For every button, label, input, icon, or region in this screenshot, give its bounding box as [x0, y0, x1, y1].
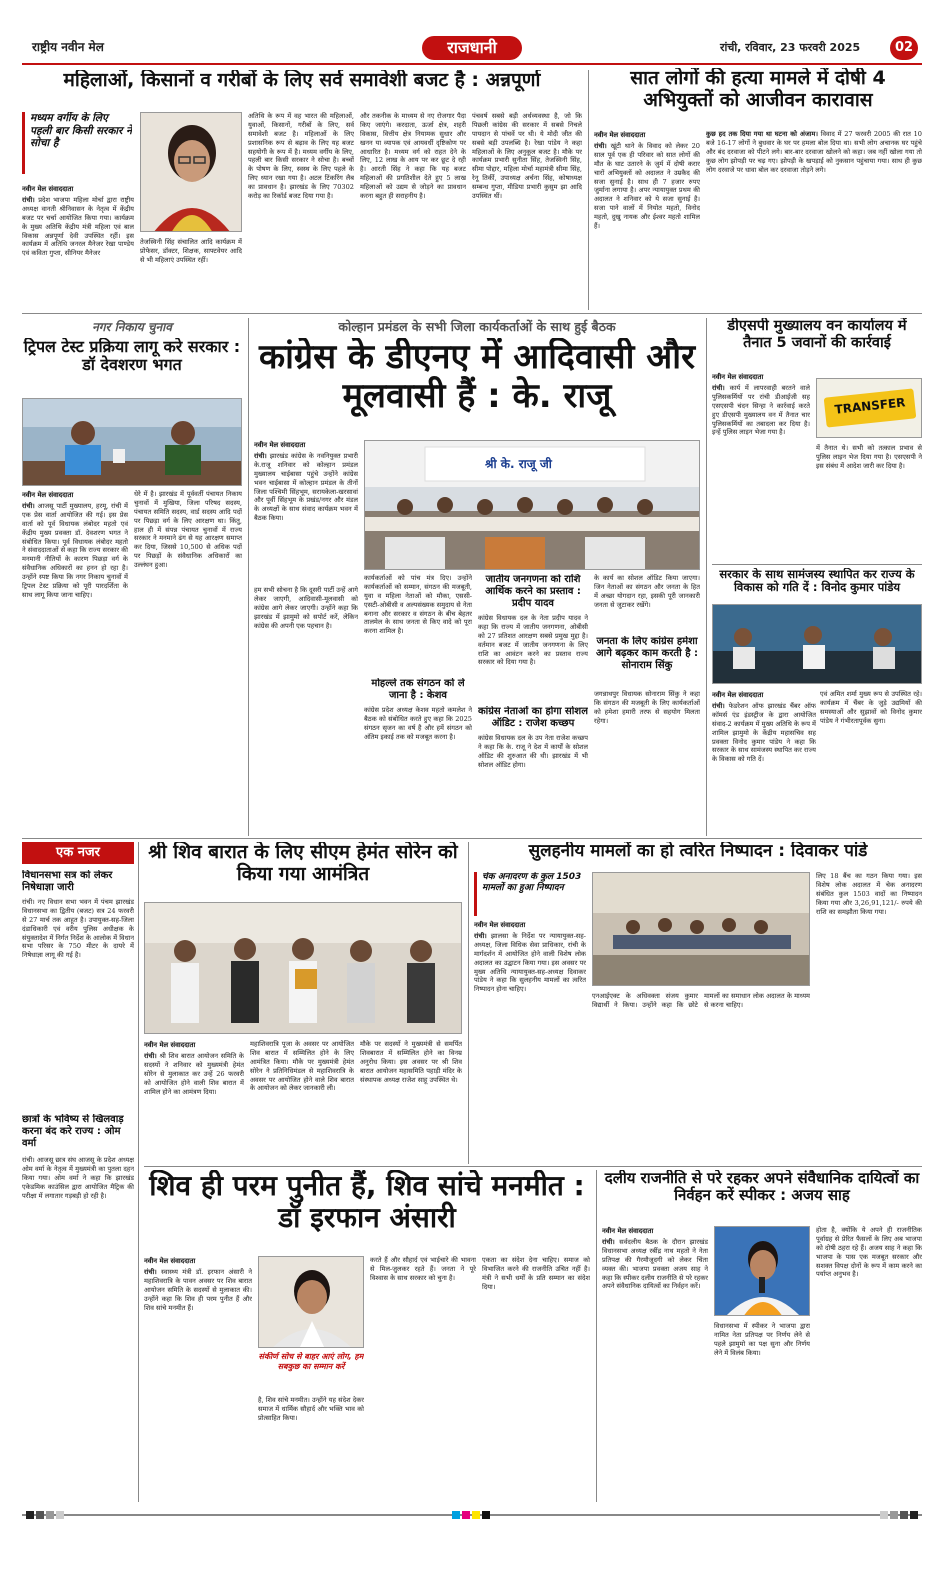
congress-kicker: कोल्हान प्रमंडल के सभी जिला कार्यकर्ताओं के साथ हुई बैठक	[338, 319, 616, 334]
sahu-headline: दलीय राजनीति से परे रहकर अपने संवैधानिक दायित्वों का निर्वहन करें स्पीकर : अजय साह	[604, 1170, 920, 1205]
pandey-photo	[712, 604, 922, 684]
shiv-byline: नवीन मेल संवाददाता	[144, 1041, 196, 1049]
budget-body-col3: और तकनीक के माध्यम से नए रोजगार पैदा किए जाएंगे। करदाता, ऊर्जा क्षेत्र, शहरी विकास, वित्तीय क्षेत्र नियामक सुधार और खनन या व्यापक एवं आयवर्धी दृष्टिकोण पर आधारित है। मध्यम वर्ग को राहत देने के लिए, 12 लाख के आय पर कर छूट दे रही है। आरती सिंह ने कहा कि यह बजट महिलाओं की प्रगतिशील देते हुए 5 लाख महिलाओं को उद्यम से जोड़ने का प्रावधान करना बहुत ही सराहनीय है।	[360, 112, 466, 201]
congress-body-col4: कांग्रेस विधायक दल के नेता प्रदीप यादव ने कहा कि राज्य में जातीय जनगणना, ओबीसी को 27 प्रतिशत आरक्षण सबसे प्रमुख मुद्दा है। वर्तमान बजट में जातीय जनगणना के लिए राशि का आवंटन करने का प्रस्ताव राज्य सरकार को दिया गया है।	[478, 614, 588, 667]
col-divider-2	[248, 318, 249, 836]
annapurna-photo	[140, 112, 242, 232]
congress-byline: नवीन मेल संवाददाता	[254, 441, 306, 449]
budget-body-col1: रांची। प्रदेश भाजपा महिला मोर्चा द्वारा राष्ट्रीय अध्यक्ष वानती श्रीनिवासन के नेतृत्व में केंद्रीय बजट पर चर्चा आयोजित किया गया। कार्यक्रम के मुख्य अतिथि केंद्रीय मंत्री महिला एवं बाल विकास अन्नपूर्णा देवी उपस्थित रहीं। इस कार्यक्रम में अतिथि जनरल मैनेजर रेखा पाण्डेय एवं कविता गुप्ता, सीनियर मैनेजर	[22, 196, 134, 258]
transfer-headline: डीएसपी मुख्यालय वन कार्यालय में तैनात 5 जवानों की कार्रवाई	[727, 318, 907, 351]
panchayat-photo	[22, 398, 242, 486]
shiv-body-col2: महाशिवरात्रि पूजा के अवसर पर आयोजित शिव बारात में सम्मिलित होने के लिए आमंत्रित किया। मौके पर मुख्यमंत्री हेमंत सोरेन ने प्रतिनिधिमंडल से महाशिवरात्रि के अवसर पर आयोजित होने वाले शिव बारात के आयोजन को लेकर जानकारी ली।	[250, 1040, 354, 1093]
congress-body-col1: रांची। झारखंड कांग्रेस के नवनियुक्त प्रभारी के.राजू शनिवार को कोल्हान प्रमंडल मुख्यालय चाईबासा पहुंचे उन्होंने कांग्रेस भवन चाईबासा में कोल्हान प्रमंडल के तीनों जिला पश्चिमी सिंहभूम, सरायकेला-खरसावां और पूर्वी सिंहभूम के प्रखंड/नगर और मंडल के अध्यक्षों के साथ संवाद कार्यक्रम भवन में बैठक किया।	[254, 452, 358, 523]
court-body-col1: रांची। झालसा के निर्देश पर न्यायायुक्त-सह-अध्यक्ष, जिला विधिक सेवा प्राधिकार, रांची के मार्गदर्शन में आयोजित होने वाली विशेष लोक अदालत का उद्घाटन किया गया। इस अवसर पर मुख्य अतिथि न्यायायुक्त-सह-अध्यक्ष दिवाकर पांडेय ने कहा कि सुलहनीय मामलों का त्वरित निष्पादन होना चाहिए।	[474, 932, 586, 994]
congress-sub-pradeep: जातीय जनगणना को राशि आर्थिक करने का प्रस्ताव : प्रदीप यादव	[485, 574, 581, 609]
transfer-byline: नवीन मेल संवाददाता	[712, 373, 764, 381]
row-rule-1	[22, 313, 922, 314]
congress-body-col3: कार्यकर्ताओं को पांच मंत्र दिए। उन्होंने कार्यकर्ताओं को सम्मान, संगठन की मजबूती, युवा व महिला नेताओं को मौका, एससी-एसटी-ओबीसी व अल्पसंख्यक समुदाय से नेता बनाना और सरकार व संगठन के बीच बेहतर तालमेल के साथ जनता से किए वादे को पूरा करना शामिल है।	[364, 574, 472, 636]
ek-nazar-h1: विधानसभा सत्र को लेकर निषेधाज्ञा जारी	[22, 870, 113, 893]
col-divider	[588, 70, 589, 310]
pandey-body-col2: एवं अमित शर्मा मुख्य रूप से उपस्थित रहे। कार्यक्रम में चैंबर के जुड़े उद्यमियों की समस्याओं और सुझावों को विनोद कुमार पांडेय ने गंभीरतापूर्वक सुना।	[820, 690, 922, 725]
panchayat-byline: नवीन मेल संवाददाता	[22, 491, 74, 499]
congress-body-col5: के कार्य का सोशल ऑडिट किया जाएगा। जिन नेताओं का संगठन और जनता के हित में अच्छा योगदान रहा, इसकी पूरी जानकारी जनता से जुटाकर रखेंगे।	[594, 574, 700, 609]
sahu-body-col1: रांची। सर्वदलीय बैठक के दौरान झारखंड विधानसभा अध्यक्ष रबींद्र नाथ महतो ने नेता प्रतिपक्ष की गैरमौजूदगी को लेकर चिंता व्यक्त की। भाजपा प्रवक्ता अजय साह ने कहा कि स्पीकर दलीय राजनीति से परे रहकर अपने संवैधानिक दायित्वों का निर्वहन करें।	[602, 1238, 708, 1291]
footer-registration-bar	[22, 1508, 922, 1522]
ek-nazar-t2: रांची। आजसू छात्र संघ आजसू के प्रदेश अध्यक्ष ओम वर्मा के नेतृत्व में मुख्यमंत्री का पुतला दहन किया गया। ओम वर्मा ने कहा कि झारखंड एकेडमिक काउंसिल द्वारा आयोजित मैट्रिक की परीक्षा में लगातार गड़बड़ी हो रही है।	[22, 1156, 134, 1200]
section-pill: राजधानी	[422, 36, 522, 60]
ansari-body-col3: करते हैं और सौहार्द एवं भाईचारे की भावना से मिल-जुलकर रहते हैं। जनता ने पूरे विश्वास के साथ सरकार को चुना है।	[370, 1256, 476, 1282]
col-divider-5	[468, 842, 469, 1164]
budget-quote: मध्यम वर्गीय के लिए पहली बार किसी सरकार ने सोचा है	[22, 112, 132, 174]
sahu-body-col2: विधानसभा में स्पीकर ने भाजपा द्वारा नामित नेता प्रतिपक्ष पर निर्णय लेने से पहले झामुमो का पक्ष सुना और निर्णय लेने में विलंब किया।	[714, 1322, 810, 1357]
congress-sub-keshav: मोहल्ले तक संगठन को ले जाना है : केशव	[371, 678, 465, 701]
court-byline: नवीन मेल संवाददाता	[474, 921, 526, 929]
transfer-badge-text: TRANSFER	[833, 395, 907, 417]
court-photo	[592, 872, 810, 986]
budget-caption: तेजस्विनी सिंह संचालित आदि कार्यक्रम में प्रोफेसर, डॉक्टर, शिक्षक, साफ्टवेयर आदि से भी महिलाएं उपस्थित रहीं।	[140, 238, 242, 264]
header-rule	[22, 63, 922, 65]
shiv-photo	[144, 902, 462, 1034]
ek-nazar-tag: एक नजर	[22, 842, 134, 864]
budget-body-col2: अतिथि के रूप में वह भारत की महिलाओं, युवाओं, किसानों, गरीबों के लिए, सर्व समावेशी बजट है। महिलाओं के लिए प्रशासनिक रूप से बढ़ाव के लिए यह बजट सहयोगी के रूप में है। मध्यम वर्गीय के लिए, पहली बार किसी सरकार ने सोचा है। बच्चों के पोषण के लिए, स्वस्थ के लिए पहले के लिए ध्यान रखा गया है। अटल टिंकरिंग लैब का प्रावधान है। झारखंड के लिए 70302 करोड़ का रिकॉर्ड बजट दिया गया है।	[248, 112, 354, 201]
ansari-body-col2: है, शिव सांचे मनमीत। उन्होंने यह संदेश देकर समाज में धार्मिक सौहार्द और भक्ति भाव को प्रोत्साहित किया।	[258, 1396, 364, 1422]
court-headline: सुलहनीय मामलों का हो त्वरित निष्पादन : दिवाकर पांडे	[528, 842, 868, 861]
pandey-headline: सरकार के साथ सामंजस्य स्थापित कर राज्य के विकास को गति दें : विनोद कुमार पांडेय	[719, 568, 915, 595]
date-line: रांची, रविवार, 23 फरवरी 2025	[720, 41, 861, 54]
congress-body-col2: हम सभी सोचना है कि दूसरी पार्टी उन्हें आगे लेकर जाएगी, आदिवासी-मूलवासी को कांग्रेस आगे लेकर जाएगी। उन्होंने कहा कि झारखंड में झामुमो को सपोर्ट करें, लेकिन कांग्रेस की अपनी एक पहचान है।	[254, 586, 358, 630]
murder-byline: नवीन मेल संवाददाता	[594, 131, 646, 139]
shiv-body-col1: रांची। श्री शिव बारात आयोजन समिति के सदस्यों ने शनिवार को मुख्यमंत्री हेमंत सोरेन से मुलाकात कर उन्हें 26 फरवरी को आयोजित होने वाली शिव बारात में शामिल होने का आमंत्रण दिया।	[144, 1052, 244, 1096]
transfer-rule	[712, 564, 922, 565]
col-divider-4	[138, 842, 139, 1502]
panchayat-body-col2: धेरे में है। झारखंड में पूर्ववर्ती पंचायत निकाय चुनावों में मुखिया, जिला परिषद सदस्य, पंचायत समिति सदस्य, वार्ड सदस्य आदि पदों पर पिछड़ा वर्ग के लिए आरक्षण था। किंतु, हाल ही में संपन्न पंचायत चुनावों में राज्य सरकार ने मनमाने ढंग से यह आरक्षण समाप्त कर दिया, जिससे 10,500 से अधिक पदों पर पिछड़ों के संवैधानिक अधिकारों का उल्लंघन हुआ।	[134, 490, 242, 570]
panchayat-body-col1: रांची। आजसू पार्टी मुख्यालय, हरमू, रांची में एक प्रेस वार्ता आयोजित की गई। इस प्रेस वार्ता को पूर्व विधायक लंबोदर महतो एवं केंद्रीय मुख्य प्रवक्ता डॉ. देवशरण भगत ने संबोधित किया। पूर्व विधायक लंबोदर महतो ने संवाददाताओं से कहा कि राज्य सरकार की मनमानी नीतियों के कारण पिछड़ा वर्ग के संवैधानिक अधिकारों का हनन हो रहा है। उन्होंने स्पष्ट किया कि नगर निकाय चुनावों में ट्रिपल टेस्ट प्रक्रिया को पूरी पारदर्शिता के साथ लागू किया जाना चाहिए।	[22, 502, 128, 599]
ansari-body-col1: रांची। स्वास्थ्य मंत्री डॉ. इरफान अंसारी ने महाशिवरात्रि के पावन अवसर पर शिव बारात आयोजन समिति के सदस्यों से मुलाकात की। उन्होंने कहा कि शिव ही परम पुनीत हैं और शिव सांचे मनमीत हैं।	[144, 1268, 252, 1312]
budget-headline: महिलाओं, किसानों व गरीबों के लिए सर्व समावेशी बजट है : अन्नपूर्णा	[63, 70, 541, 91]
budget-body-col4: पंचवर्ष सबसे बड़ी अर्थव्यवस्था है, जो कि पिछली कांग्रेस की सरकार में सबसे निचले पायदान से पांचवें पर थी। ये मोदी जीत की सबसे बड़ी उपलब्धि है। रेखा पांडेय ने कहा महिलाओं के लिए अनुकूल बजट है। मौके पर कार्यक्रम प्रभारी सुनीता सिंह, तेजस्विनी सिंह, सीमा पोद्दार, महिला मोर्चा महामंत्री सीमा सिंह, रेनू तिर्की, उपाध्यक्ष अर्चना सिंह, कोषाध्यक्ष सम्बन्ध गुप्ता, मीडिया प्रभारी कुसुम झा आदि उपस्थित थीं।	[472, 112, 582, 201]
transfer-badge-image	[816, 378, 922, 438]
pandey-byline: नवीन मेल संवाददाता	[712, 691, 764, 699]
page-header	[22, 34, 922, 62]
page-number: 02	[890, 36, 918, 60]
murder-headline: सात लोगों की हत्या मामले में दोषी 4 अभियुक्तों को आजीवन कारावास	[630, 68, 886, 111]
murder-body-col2: कुछ हद तक दिया गया था घटना को अंजाम। विवाद में 27 फरवरी 2005 की रात 10 बजे 16-17 लोगों ने बुधवार के घर पर हमला बोल दिया था। सभी लोग अचानक घर पहुंचे और बंद दरवाजा को पीटने लगे। बार-बार दरवाजा खोलने को कहा। जब नहीं खोला गया तो कुछ लोग झोपड़ी पर चढ़ गए। झोपड़ी के खपड़ाई को नुकसान पहुंचाया गया। साथ ही कुछ लोग दरवाजे पर धावा बोल कर दरवाजा तोड़ने लगे।	[706, 130, 922, 174]
shiv-headline: श्री शिव बारात के लिए सीएम हेमंत सोरेन को किया गया आमंत्रित	[148, 842, 458, 885]
congress-body-col5b: जगन्नाथपुर विधायक सोनाराम सिंकु ने कहा कि संगठन की मजबूती के लिए कार्यकर्ताओं को हमेशा हमारी तरफ से सहयोग मिलता रहेगा।	[594, 690, 700, 725]
ansari-body-col4: एकता का संदेश देना चाहिए। समाज को विभाजित करने की राजनीति उचित नहीं है। मंत्री ने सभी धर्मों के प्रति सम्मान का संदेश दिया।	[482, 1256, 590, 1291]
col-divider-6	[596, 1170, 597, 1502]
masthead-logo: राष्ट्रीय नवीन मेल	[32, 40, 104, 54]
congress-photo	[364, 440, 700, 570]
panchayat-headline: ट्रिपल टेस्ट प्रक्रिया लागू करे सरकार : डॉ देवशरण भगत	[23, 338, 241, 375]
col-divider-3	[706, 318, 707, 836]
transfer-body-col1: रांची। कार्य में लापरवाही बरतने वाले पुलिसकर्मियों पर रांची डीआईजी सह एसएसपी चंदन सिन्हा ने कार्रवाई करते हुए डीएसपी मुख्यालय वन में तैनात चार पुलिसकर्मियों का तबादला कर दिया है। इन्हें पुलिस लाइन भेजा गया है।	[712, 384, 810, 437]
ansari-quote: संकीर्ण सोच से बाहर आएं लोग, हम सबकुछ का सम्मान करें	[258, 1352, 364, 1371]
court-body-col3: लिए 18 बैंच का गठन किया गया। इस विशेष लोक अदालत में चेक अनादरण संबंधित कुल 1503 वादों का निष्पादन किया गया और 3,26,91,121/- रुपये की राशि का समझौता किया गया।	[816, 872, 922, 916]
pandey-body-col1: रांची। फेडरेशन ऑफ झारखंड चैंबर ऑफ कॉमर्स एंड इंडस्ट्रीज के द्वारा आयोजित संवाद-2 कार्यक्रम में मुख्य अतिथि के रूप में शामिल झामुमो के केंद्रीय महासचिव सह प्रवक्ता विनोद कुमार पांडेय ने कहा कि सरकार के साथ सामंजस्य स्थापित कर राज्य के विकास को गति दें।	[712, 702, 816, 764]
sahu-body-col3: होता है, क्योंकि ये अपने ही राजनीतिक पूर्वाग्रह से प्रेरित फैसलों के लिए अब भाजपा को दोषी ठहरा रहे हैं। अजय साह ने कहा कि भाजपा के पास एक मजबूत सरकार और सशक्त विपक्ष दोनों के रूप में काम करने का पर्याप्त अनुभव है।	[816, 1226, 922, 1279]
sahu-byline: नवीन मेल संवाददाता	[602, 1227, 654, 1235]
panchayat-tag: नगर निकाय चुनाव	[92, 320, 172, 334]
budget-byline: नवीन मेल संवाददाता	[22, 185, 74, 193]
murder-body-col1: रांची। खूंटी थाने के विवाद को लेकर 20 साल पूर्व एक ही परिवार को सात लोगों की मौत के घाट उतारने के जुर्म में दोषी करार चारों अभियुक्तों को अदालत ने उम्रकैद की सजा सुनाई है। साथ ही 7 हजार रुपए जुर्माना लगाया है। अपर न्यायायुक्त प्रथम की अदालत ने शनिवार को ये सजा सुनाई है। सजा पाने वालों में नियोत महतो, विनोद महतो, दुखु नायक और ईश्वर महतो शामिल हैं।	[594, 142, 700, 231]
court-quote: चेक अनादरण के कुल 1503 मामलों का हुआ निष्पादन	[474, 872, 586, 916]
transfer-body-col2: में तैनात थे। सभी को तत्काल प्रभाव से पुलिस लाइन भेज दिया गया है। एसएसपी ने इस संबंध में आदेश जारी कर दिया है।	[816, 444, 922, 470]
congress-sub-sonaram: जनता के लिए कांग्रेस हमेशा आगे बढ़कर काम करती है : सोनाराम सिंकु	[596, 636, 698, 671]
shiv-body-col3: मौके पर सदस्यों ने मुख्यमंत्री से समर्पित शिवबारात में सम्मिलित होने का विनम्र अनुरोध किया। इस अवसर पर श्री शिव बारात आयोजन महासमिति पहाड़ी मंदिर के संस्थापक अध्यक्ष राजेश साहू उपस्थित थे।	[360, 1040, 462, 1084]
ansari-byline: नवीन मेल संवाददाता	[144, 1257, 196, 1265]
row-rule-3	[144, 1166, 922, 1167]
congress-body-col4b: कांग्रेस विधायक दल के उप नेता राजेश कच्छप ने कहा कि के. राजू ने देश में कार्यों के सोशल ऑडिट की शुरुआत की थी। झारखंड में भी सोशल ऑडिट होगा।	[478, 734, 588, 769]
congress-sub-rajesh: कांग्रेस नेताओं का होगा सोशल ऑडिट : राजेश कच्छप	[478, 706, 588, 729]
sahu-photo	[714, 1226, 810, 1316]
congress-body-col3b: कांग्रेस प्रदेश अध्यक्ष केशव महतो कमलेश ने बैठक को संबोधित करते हुए कहा कि 2025 संगठन सृजन का वर्ष है और हमें संगठन को अंतिम इकाई तक को मजबूत करना है।	[364, 706, 472, 741]
ek-nazar-h2: छात्रों के भविष्य से खिलवाड़ करना बंद करे राज्य : ओम वर्मा	[22, 1114, 124, 1149]
congress-headline: कांग्रेस के डीएनए में आदिवासी और मूलवासी हैं : के. राजू	[259, 338, 695, 417]
court-body-col2: एनआईएक्ट के अधिवक्ता संजय कुमार विद्यार्थी ने किया। उन्होंने कहा कि छोटे मामलों का समाधान लोक अदालत के माध्यम से करना चाहिए।	[592, 992, 810, 1009]
ansari-photo	[258, 1256, 364, 1348]
congress-banner-text: श्री के. राजू जी	[485, 457, 552, 471]
ek-nazar-t1: रांची। नए विधान सभा भवन में पंचम झारखंड विधानसभा का द्वितीय (बजट) सत्र 24 फरवरी से 27 मार्च तक आहूत है। उपायुक्त-सह-जिला दंडाधिकारी एवं वरीय पुलिस अधीक्षक के संयुक्तादेश में निर्गत निर्देश के आलोक में विधान सभा परिसर के 750 मीटर के दायरे में निषेधाज्ञा लागू की गई है।	[22, 898, 134, 960]
row-rule-2	[22, 838, 922, 839]
ansari-headline: शिव ही परम पुनीत हैं, शिव सांचे मनमीत : डॉ इरफान अंसारी	[149, 1170, 585, 1235]
